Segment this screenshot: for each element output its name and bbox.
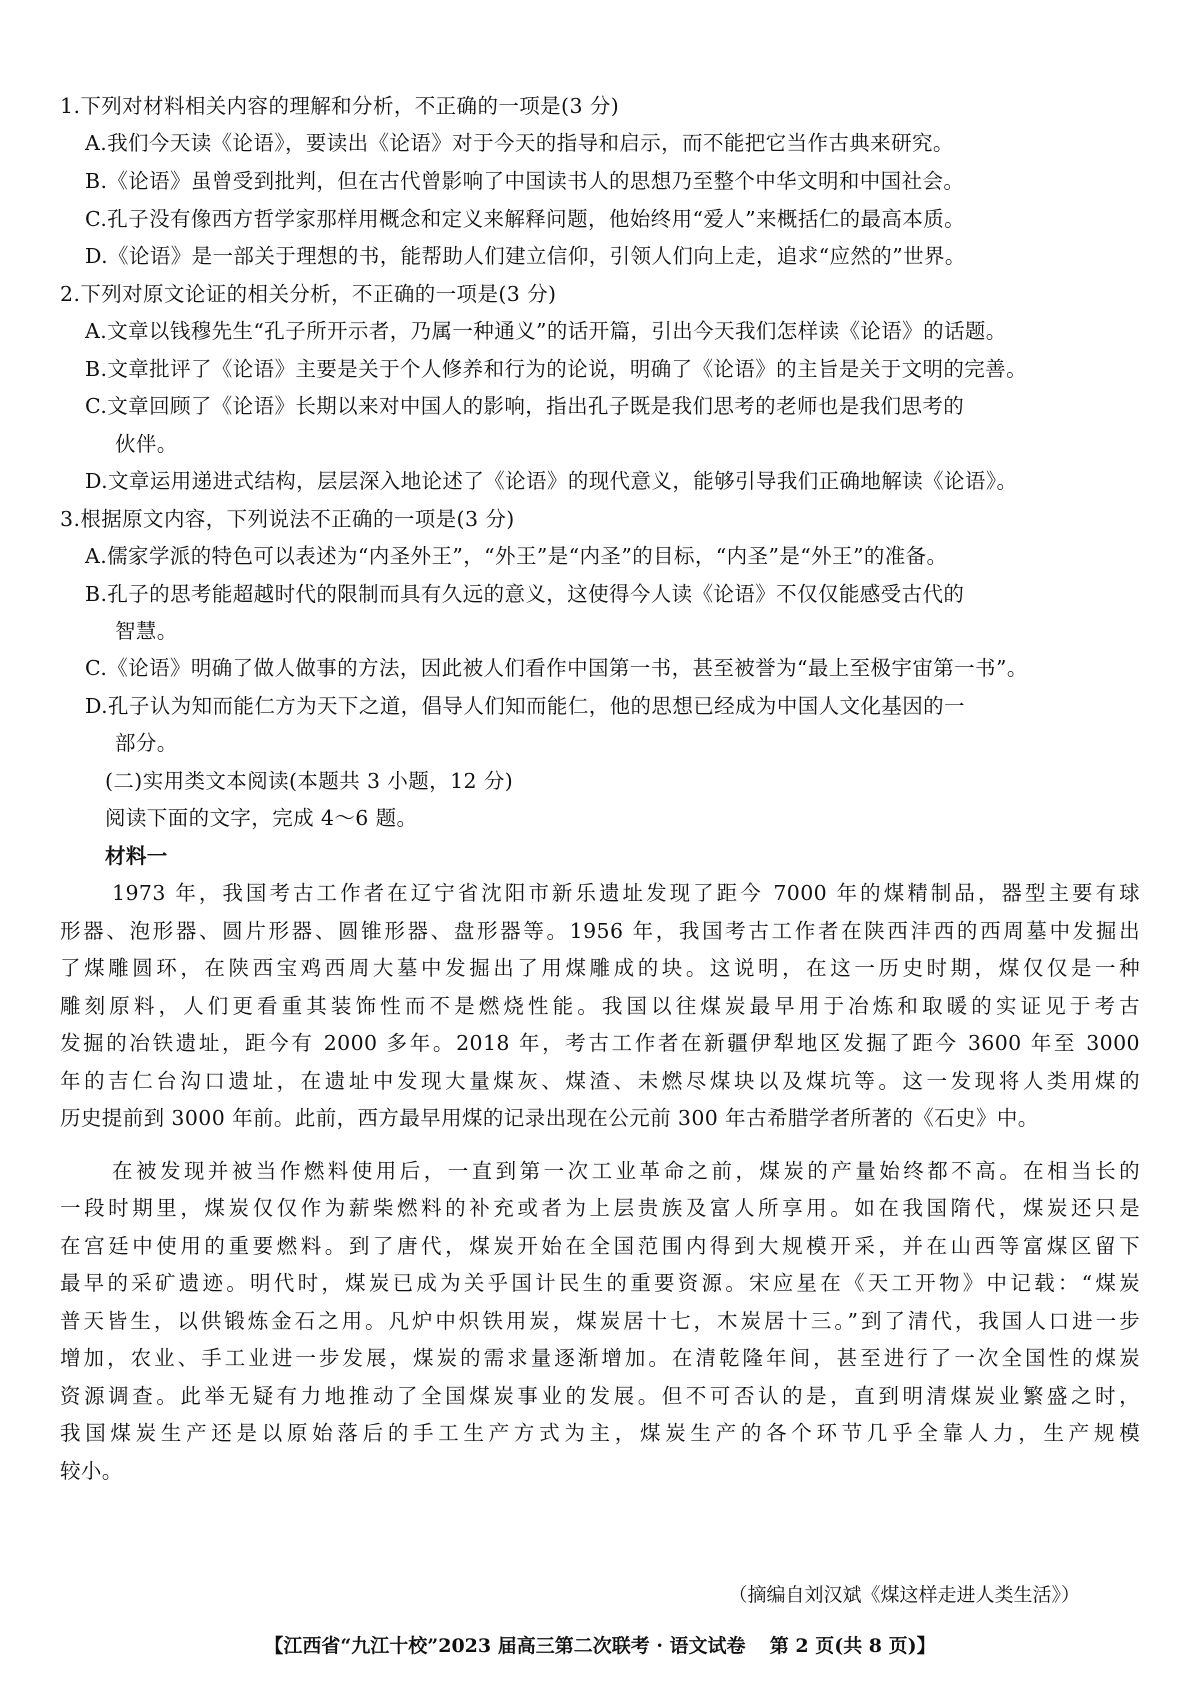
question-1-option-a: A.我们今天读《论语》，要读出《论语》对于今天的指导和启示，而不能把它当作古典来研究。	[85, 131, 954, 155]
page-footer	[0, 1632, 1200, 1660]
question-3-option-b: B.孔子的思考能超越时代的限制而具有久远的意义，这使得今人读《论语》不仅仅能感受古代的	[85, 582, 965, 606]
question-3-option-c: C.《论语》明确了做人做事的方法，因此被人们看作中国第一书，甚至被誉为“最上至极宇宙第一书”。	[85, 656, 1028, 680]
passage-p2-line-7: 资源调查。此举无疑有力地推动了全国煤炭事业的发展。但不可否认的是，直到明清煤炭业繁盛之时，	[60, 1384, 1140, 1408]
passage-p1-line-3: 了煤雕圆环，在陕西宝鸡西周大墓中发掘出了用煤雕成的块。这说明，在这一历史时期，煤仅仅是一种	[60, 956, 1140, 980]
footer-page-number: 第 2 页(共 8 页)】	[769, 1635, 936, 1657]
footer-exam-title: 【江西省“九江十校”2023 届高三第二次联考 · 语文试卷	[264, 1635, 746, 1657]
passage-p1-line-6: 年的吉仁台沟口遗址，在遗址中发现大量煤灰、煤渣、未燃尽煤块以及煤坑等。这一发现将人类用煤的	[60, 1069, 1140, 1093]
passage-p2-line-3: 在宫廷中使用的重要燃料。到了唐代，煤炭开始在全国范围内得到大规模开采，并在山西等富煤区留下	[60, 1234, 1140, 1258]
question-2-stem: 2.下列对原文论证的相关分析，不正确的一项是(3 分)	[60, 282, 557, 306]
question-3-option-a: A.儒家学派的特色可以表述为“内圣外王”，“外王”是“内圣”的目标，“内圣”是“外王”的准备。	[85, 544, 948, 568]
question-3-stem: 3.根据原文内容，下列说法不正确的一项是(3 分)	[60, 507, 515, 531]
passage-p2-line-6: 增加，农业、手工业进一步发展，煤炭的需求量逐渐增加。在清乾隆年间，甚至进行了一次全国性的煤炭	[60, 1346, 1140, 1370]
passage-p2-line-1: 在被发现并被当作燃料使用后，一直到第一次工业革命之前，煤炭的产量始终都不高。在相当长的	[112, 1159, 1140, 1183]
question-1-option-c: C.孔子没有像西方哲学家那样用概念和定义来解释问题，他始终用“爱人”来概括仁的最高本质。	[85, 207, 966, 231]
passage-p2-line-5: 普天皆生，以供锻炼金石之用。凡炉中炽铁用炭，煤炭居十七，木炭居十三。”到了清代，我国人口进一步	[60, 1309, 1140, 1333]
passage-p1-line-2: 形器、泡形器、圆片形器、圆锥形器、盘形器等。1956 年，我国考古工作者在陕西沣西的西周墓中发掘出	[60, 919, 1140, 943]
question-2-option-c-cont: 伙伴。	[115, 432, 178, 456]
passage-p1-line-4: 雕刻原料，人们更看重其装饰性而不是燃烧性能。我国以往煤炭最早用于冶炼和取暖的实证见于考古	[60, 994, 1140, 1018]
question-1-stem: 1.下列对材料相关内容的理解和分析，不正确的一项是(3 分)	[60, 94, 620, 118]
question-1-option-d: D.《论语》是一部关于理想的书，能帮助人们建立信仰，引领人们向上走，追求“应然的”世界。	[85, 244, 966, 268]
question-3-option-d-cont: 部分。	[115, 731, 178, 755]
question-2-option-d: D.文章运用递进式结构，层层深入地论述了《论语》的现代意义，能够引导我们正确地解读《论语》。	[85, 469, 1018, 493]
section-instruction: 阅读下面的文字，完成 4～6 题。	[105, 806, 418, 830]
question-2-option-a: A.文章以钱穆先生“孔子所开示者，乃属一种通义”的话开篇，引出今天我们怎样读《论语》的话题。	[85, 319, 1007, 343]
question-2-option-b: B.文章批评了《论语》主要是关于个人修养和行为的论说，明确了《论语》的主旨是关于文明的完善。	[85, 357, 1027, 381]
question-1-option-b: B.《论语》虽曾受到批判，但在古代曾影响了中国读书人的思想乃至整个中华文明和中国社会。	[85, 169, 965, 193]
passage-p1-line-7: 历史提前到 3000 年前。此前，西方最早用煤的记录出现在公元前 300 年古希腊学者所著的《石史》中。	[60, 1106, 1039, 1130]
question-3-option-d: D.孔子认为知而能仁方为天下之道，倡导人们知而能仁，他的思想已经成为中国人文化基因的一	[85, 694, 965, 718]
passage-p2-line-9: 较小。	[60, 1459, 123, 1483]
section-heading: (二)实用类文本阅读(本题共 3 小题，12 分)	[105, 769, 514, 793]
passage-p2-line-2: 一段时期里，煤炭仅仅作为薪柴燃料的补充或者为上层贵族及富人所享用。如在我国隋代，煤炭还只是	[60, 1196, 1140, 1220]
material-title: 材料一	[105, 844, 168, 868]
question-3-option-b-cont: 智慧。	[115, 619, 178, 643]
question-2-option-c: C.文章回顾了《论语》长期以来对中国人的影响，指出孔子既是我们思考的老师也是我们思考的	[85, 394, 965, 418]
passage-p2-line-4: 最早的采矿遗迹。明代时，煤炭已成为关乎国计民生的重要资源。宋应星在《天工开物》中记载：“煤炭	[60, 1271, 1140, 1295]
passage-p1-line-5: 发掘的冶铁遗址，距今有 2000 多年。2018 年，考古工作者在新疆伊犁地区发掘了距今 3600 年至 3000	[60, 1031, 1140, 1055]
passage-p1-line-1: 1973 年，我国考古工作者在辽宁省沈阳市新乐遗址发现了距今 7000 年的煤精制品，器型主要有球	[112, 881, 1140, 905]
passage-p2-line-8: 我国煤炭生产还是以原始落后的手工生产方式为主，煤炭生产的各个环节几乎全靠人力，生产规模	[60, 1421, 1140, 1445]
passage-source: （摘编自刘汉斌《煤这样走进人类生活》）	[728, 1584, 1080, 1606]
